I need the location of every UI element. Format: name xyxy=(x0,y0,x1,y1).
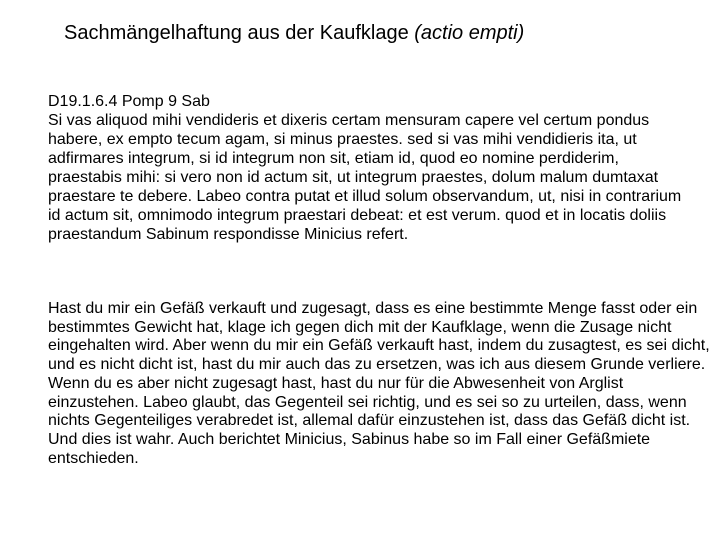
title-italic: (actio empti) xyxy=(414,22,525,44)
german-translation-block xyxy=(48,300,713,468)
source-reference: D19.1.6.4 Pomp 9 Sab xyxy=(48,93,210,110)
latin-source-block xyxy=(48,92,693,244)
title-main: Sachmängelhaftung aus der Kaufklage xyxy=(64,22,415,44)
latin-text: Si vas aliquod mihi vendideris et dixeris certam mensuram capere vel certum pondus habere, ex empto tecum agam, si minus praestes. sed si vas mihi vendidieris ita, ut adfirmares integrum, si id integrum non sit, etiam id, quod eo nomine perdiderim, praestabis mihi: si vero non id actum sit, ut integrum praestes, dolum malum dumtaxat praestare te debere. Labeo contra putat et illud solum observandum, ut, nisi in contrarium id actum sit, omnimodo integrum praestari debeat: et est verum. quod et in locatis doliis praestandum Sabinum respondisse Minicius refert. xyxy=(48,112,682,243)
german-translation: Hast du mir ein Gefäß verkauft und zugesagt, dass es eine bestimmte Menge fasst oder ein bestimmtes Gewicht hat, klage ich gegen dich mit der Kaufklage, wenn die Zusage nicht eingehalten wird. Aber wenn du mir ein Gefäß verkauft hast, indem du zusagtest, es sei dicht, und es nicht dicht ist, hast du mir auch das zu ersetzen, was ich aus diesem Grunde verliere. Wenn du es aber nicht zugesagt hast, hast du nur für die Abwesenheit von Arglist einzustehen. Labeo glaubt, das Gegenteil sei richtig, und es sei so zu urteilen, dass, wenn nichts Gegenteiliges verabredet ist, allemal dafür einzustehen ist, dass das Gefäß dicht ist. Und dies ist wahr. Auch berichtet Minicius, Sabinus habe so im Fall einer Gefäßmiete entschieden. xyxy=(48,300,710,467)
page-title xyxy=(64,21,704,45)
